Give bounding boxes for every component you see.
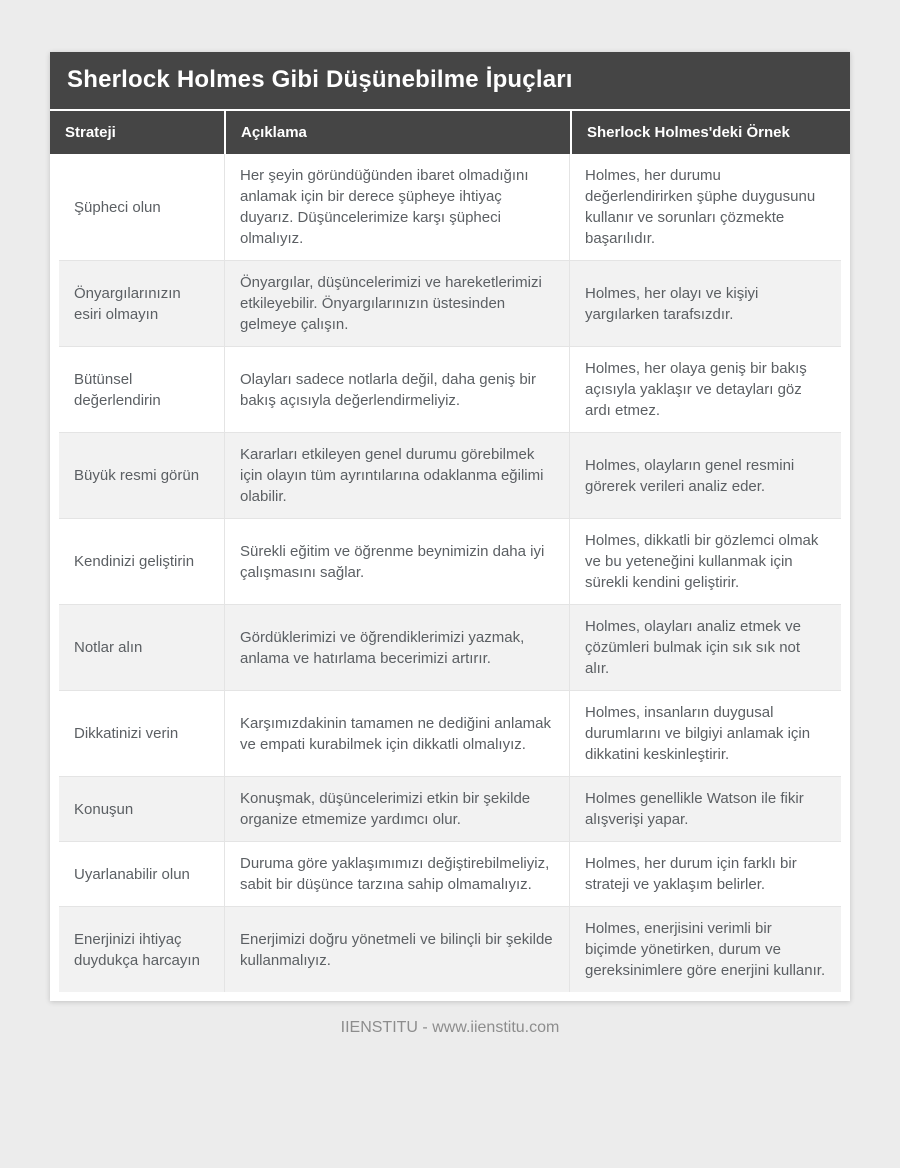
strategy-text: Kendinizi geliştirin	[74, 553, 195, 570]
example-cell	[570, 154, 841, 260]
example-text: Holmes, her durum için farklı bir strateji ve yaklaşım belirler.	[585, 855, 797, 893]
description-cell	[225, 777, 570, 841]
table-row	[59, 691, 841, 777]
table-row	[59, 261, 841, 347]
strategy-cell	[59, 907, 225, 992]
footer-credit: IIENSTITU - www.iienstitu.com	[340, 1019, 560, 1036]
example-cell	[570, 842, 841, 906]
strategy-text: Önyargılarınızın esiri olmayın	[74, 284, 181, 323]
example-text: Holmes genellikle Watson ile fikir alışverişi yapar.	[585, 790, 804, 828]
table-row	[59, 907, 841, 992]
example-cell	[570, 691, 841, 776]
example-text: Holmes, enerjisini verimli bir biçimde yönetirken, durum ve gereksinimlere göre enerjini kullanır.	[585, 920, 826, 979]
column-header-description: Açıklama	[226, 111, 570, 154]
table-row	[59, 347, 841, 433]
table-row	[59, 605, 841, 691]
example-cell	[570, 907, 841, 992]
example-cell	[570, 519, 841, 604]
description-cell	[225, 691, 570, 776]
example-text: Holmes, dikkatli bir gözlemci olmak ve bu yeteneğini kullanmak için sürekli kendini geliştirir.	[585, 532, 819, 591]
strategy-text: Enerjinizi ihtiyaç duydukça harcayın	[74, 930, 200, 969]
description-text: Olayları sadece notlarla değil, daha geniş bir bakış açısıyla değerlendirmeliyiz.	[240, 370, 537, 409]
description-cell	[225, 519, 570, 604]
description-text: Karşımızdakinin tamamen ne dediğini anlamak ve empati kurabilmek için dikkatli olmalıyız.	[240, 714, 551, 753]
example-cell	[570, 777, 841, 841]
description-text: Enerjimizi doğru yönetmeli ve bilinçli bir şekilde kullanmalıyız.	[240, 930, 553, 969]
example-cell	[570, 605, 841, 690]
table-row	[59, 154, 841, 261]
description-text: Gördüklerimizi ve öğrendiklerimizi yazmak, anlama ve hatırlama becerimizi artırır.	[240, 628, 525, 667]
description-cell	[225, 154, 570, 260]
example-text: Holmes, her olaya geniş bir bakış açısıyla yaklaşır ve detayları göz ardı etmez.	[585, 360, 807, 419]
example-text: Holmes, insanların duygusal durumlarını ve bilgiyi anlamak için dikkatini keskinleştirir.	[585, 704, 811, 763]
example-text: Holmes, her durumu değerlendirirken şüphe duygusunu kullanır ve sorunları çözmekte başarılıdır.	[585, 167, 816, 247]
tips-card	[50, 52, 850, 1001]
strategy-cell	[59, 433, 225, 518]
page-title: Sherlock Holmes Gibi Düşünebilme İpuçları	[50, 52, 850, 109]
description-cell	[225, 842, 570, 906]
strategy-text: Uyarlanabilir olun	[74, 865, 190, 883]
strategy-cell	[59, 347, 225, 432]
example-text: Holmes, olayları analiz etmek ve çözümleri bulmak için sık sık not alır.	[585, 618, 801, 677]
description-text: Konuşmak, düşüncelerimizi etkin bir şekilde organize etmemize yardımcı olur.	[240, 790, 531, 828]
table-row	[59, 519, 841, 605]
description-cell	[225, 433, 570, 518]
description-text: Kararları etkileyen genel durumu görebilmek için olayın tüm ayrıntılarına odaklanma eğilimi olabilir.	[240, 446, 544, 505]
strategy-cell	[59, 261, 225, 346]
description-cell	[225, 907, 570, 992]
strategy-cell	[59, 842, 225, 906]
strategy-cell	[59, 154, 225, 260]
description-text: Duruma göre yaklaşımımızı değiştirebilmeliyiz, sabit bir düşünce tarzına sahip olmamalıyız.	[240, 855, 550, 893]
strategy-text: Bütünsel değerlendirin	[74, 370, 161, 409]
description-text: Önyargılar, düşüncelerimizi ve hareketlerimizi etkileyebilir. Önyargılarınızın üstesinden gelmeye çalışın.	[240, 274, 542, 333]
description-cell	[225, 347, 570, 432]
column-header-strategy: Strateji	[50, 111, 224, 154]
strategy-text: Konuşun	[74, 800, 134, 818]
example-cell	[570, 433, 841, 518]
table-body	[50, 154, 850, 1001]
table-header-row	[50, 111, 850, 154]
description-text: Sürekli eğitim ve öğrenme beynimizin daha iyi çalışmasını sağlar.	[240, 542, 545, 581]
strategy-text: Notlar alın	[74, 639, 143, 656]
description-cell	[225, 605, 570, 690]
description-cell	[225, 261, 570, 346]
example-text: Holmes, olayların genel resmini görerek verileri analiz eder.	[585, 456, 795, 495]
strategy-text: Dikkatinizi verin	[74, 725, 179, 742]
strategy-cell	[59, 519, 225, 604]
strategy-text: Büyük resmi görün	[74, 467, 200, 484]
example-cell	[570, 261, 841, 346]
column-header-example: Sherlock Holmes'deki Örnek	[572, 111, 850, 154]
table-row	[59, 842, 841, 907]
strategy-cell	[59, 691, 225, 776]
example-cell	[570, 347, 841, 432]
description-text: Her şeyin göründüğünden ibaret olmadığını anlamak için bir derece şüpheye ihtiyaç duyarız. Düşüncelerimize karşı şüpheci olmalıyız.	[240, 167, 529, 247]
table-row	[59, 777, 841, 842]
table-row	[59, 433, 841, 519]
strategy-cell	[59, 605, 225, 690]
strategy-text: Şüpheci olun	[74, 198, 161, 216]
example-text: Holmes, her olayı ve kişiyi yargılarken tarafsızdır.	[585, 284, 759, 323]
strategy-cell	[59, 777, 225, 841]
